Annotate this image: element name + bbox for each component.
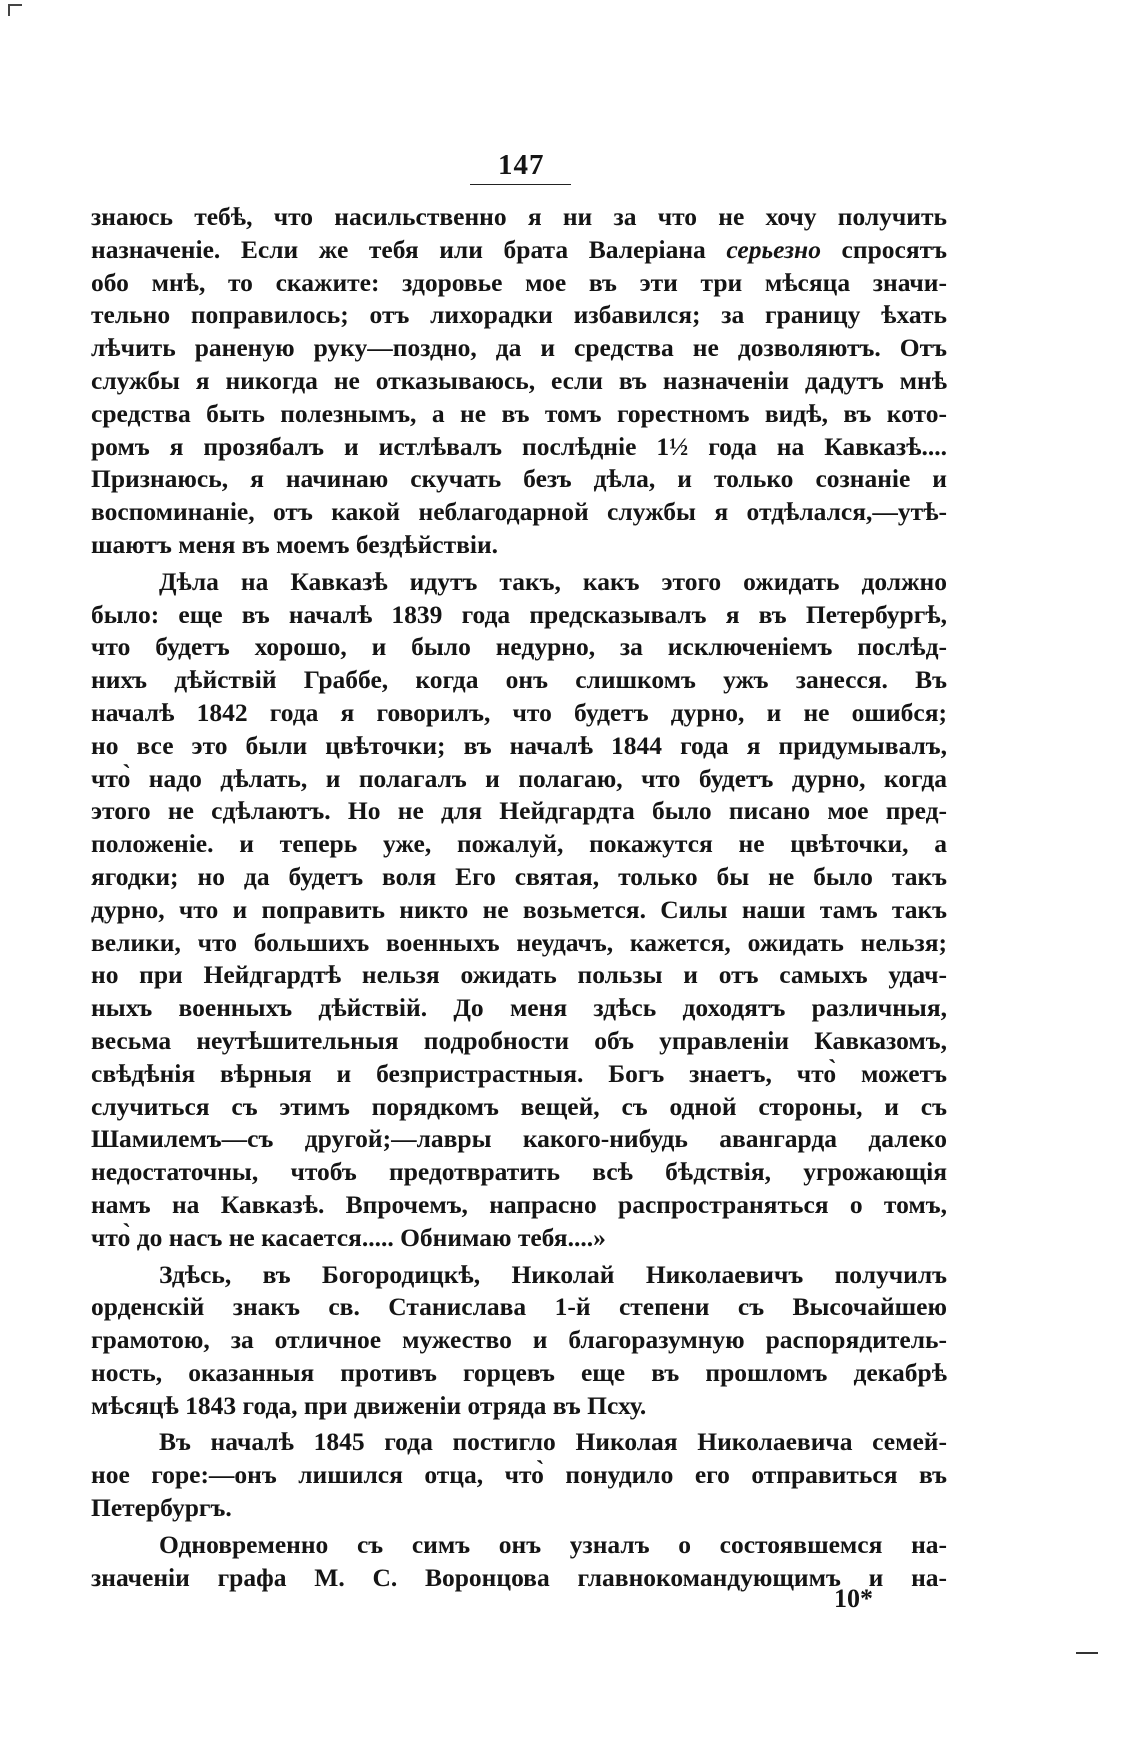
text-line: что будетъ хорошо, и было недурно, за исключеніемъ послѣд- — [91, 632, 947, 662]
text-line: службы я никогда не отказываюсь, если въ назначеніи дадутъ мнѣ — [91, 365, 947, 395]
text-line: Петербургъ. — [91, 1493, 232, 1523]
text-line: орденскій знакъ св. Станислава 1-й степени съ Высочайшею — [91, 1292, 947, 1322]
text-line: ягодки; но да будетъ воля Его святая, только бы не было такъ — [91, 861, 947, 891]
text-line: весьма неутѣшительныя подробности объ управленіи Кавказомъ, — [91, 1025, 947, 1055]
text-line: Здѣсь, въ Богородицкѣ, Николай Николаевичъ получилъ — [159, 1259, 947, 1289]
edge-mark — [1076, 1652, 1098, 1654]
text-line: что̀ до насъ не касается..... Обнимаю тебя....» — [91, 1222, 606, 1252]
text-line: началѣ 1842 года я говорилъ, что будетъ дурно, и не ошибся; — [91, 697, 947, 727]
text-line: намъ на Кавказѣ. Впрочемъ, напрасно распространяться о томъ, — [91, 1189, 947, 1219]
text-line: значеніи графа М. С. Воронцова главнокомандующимъ и на- — [91, 1562, 947, 1592]
text-line: этого не сдѣлаютъ. Но не для Нейдгардта было писано мое пред- — [91, 796, 947, 826]
paragraph-3 — [91, 1259, 947, 1423]
text-line: Въ началѣ 1845 года постигло Николая Николаевича семей- — [159, 1427, 947, 1457]
text-line: Признаюсь, я начинаю скучать безъ дѣла, и только сознаніе и — [91, 464, 947, 494]
text-line: Одновременно съ симъ онъ узналъ о состоявшемся на- — [159, 1529, 947, 1559]
text-line: мѣсяцѣ 1843 года, при движеніи отряда въ Псху. — [91, 1390, 647, 1420]
text-line: что̀ надо дѣлать, и полагалъ и полагаю, что будетъ дурно, когда — [91, 763, 947, 793]
text-line: свѣдѣнія вѣрныя и безпристрастныя. Богъ знаетъ, что̀ можетъ — [91, 1058, 947, 1088]
text-line: средства быть полезнымъ, а не въ томъ горестномъ видѣ, въ кото- — [91, 398, 947, 428]
text-line: грамотою, за отличное мужество и благоразумную распорядитель- — [91, 1325, 947, 1355]
page-number: 147 — [498, 149, 545, 181]
text-line: ное горе:—онъ лишился отца, что̀ понудило его отправиться въ — [91, 1460, 947, 1490]
text-line: дурно, что и поправить никто не возьмется. Силы наши тамъ такъ — [91, 894, 947, 924]
text-line: велики, что большихъ военныхъ неудачъ, кажется, ожидать нельзя; — [91, 927, 947, 957]
text-line: шаютъ меня въ моемъ бездѣйствіи. — [91, 529, 499, 559]
text-line: ромъ я прозябалъ и истлѣвалъ послѣдніе 1½ года на Кавказѣ.... — [91, 431, 947, 461]
paragraph-5 — [91, 1529, 947, 1595]
text-line: ность, оказанныя противъ горцевъ еще въ прошломъ декабрѣ — [91, 1357, 947, 1387]
italic-word: серьезно — [726, 234, 821, 264]
text-line: лѣчить раненую руку—поздно, да и средства не дозволяютъ. Отъ — [91, 333, 947, 363]
text-line: тельно поправилось; отъ лихорадки избавился; за границу ѣхать — [91, 300, 947, 330]
text-line: нихъ дѣйствій Граббе, когда онъ слишкомъ ужъ занесся. Въ — [91, 665, 947, 695]
text-line: но при Нейдгардтѣ нельзя ожидать пользы и отъ самыхъ удач- — [91, 960, 947, 990]
text-line: Дѣла на Кавказѣ идутъ такъ, какъ этого ожидать должно — [159, 566, 947, 596]
paragraph-4 — [91, 1426, 947, 1524]
text-line: положеніе. и теперь уже, пожалуй, покажутся не цвѣточки, а — [91, 829, 947, 859]
paragraph-1 — [91, 201, 947, 562]
text-line: обо мнѣ, то скажите: здоровье мое въ эти три мѣсяца значи- — [91, 267, 947, 297]
text-line: знаюсь тебѣ, что насильственно я ни за что не хочу получить — [91, 202, 947, 231]
text-line: было: еще въ началѣ 1839 года предсказывалъ я въ Петербургѣ, — [91, 599, 947, 629]
text-line: недостаточны, чтобъ предотвратить всѣ бѣдствія, угрожающія — [91, 1157, 947, 1187]
text-line: Шамилемъ—съ другой;—лавры какого-нибудь авангарда далеко — [91, 1124, 947, 1154]
text-line: но все это были цвѣточки; въ началѣ 1844 года я придумывалъ, — [91, 730, 947, 760]
text-line: воспоминаніе, отъ какой неблагодарной службы я отдѣлался,—утѣ- — [91, 497, 947, 527]
text-line: назначеніе. Если же тебя или брата Валеріана серьезно спросятъ — [91, 234, 948, 264]
header-rule — [470, 184, 571, 185]
body-text — [91, 201, 947, 1594]
text-line: ныхъ военныхъ дѣйствій. До меня здѣсь доходятъ различныя, — [91, 993, 947, 1023]
signature-mark: 10* — [834, 1584, 873, 1613]
paragraph-2 — [91, 566, 947, 1255]
text-line: случиться съ этимъ порядкомъ вещей, съ одной стороны, и съ — [91, 1091, 947, 1121]
corner-mark — [8, 4, 22, 16]
